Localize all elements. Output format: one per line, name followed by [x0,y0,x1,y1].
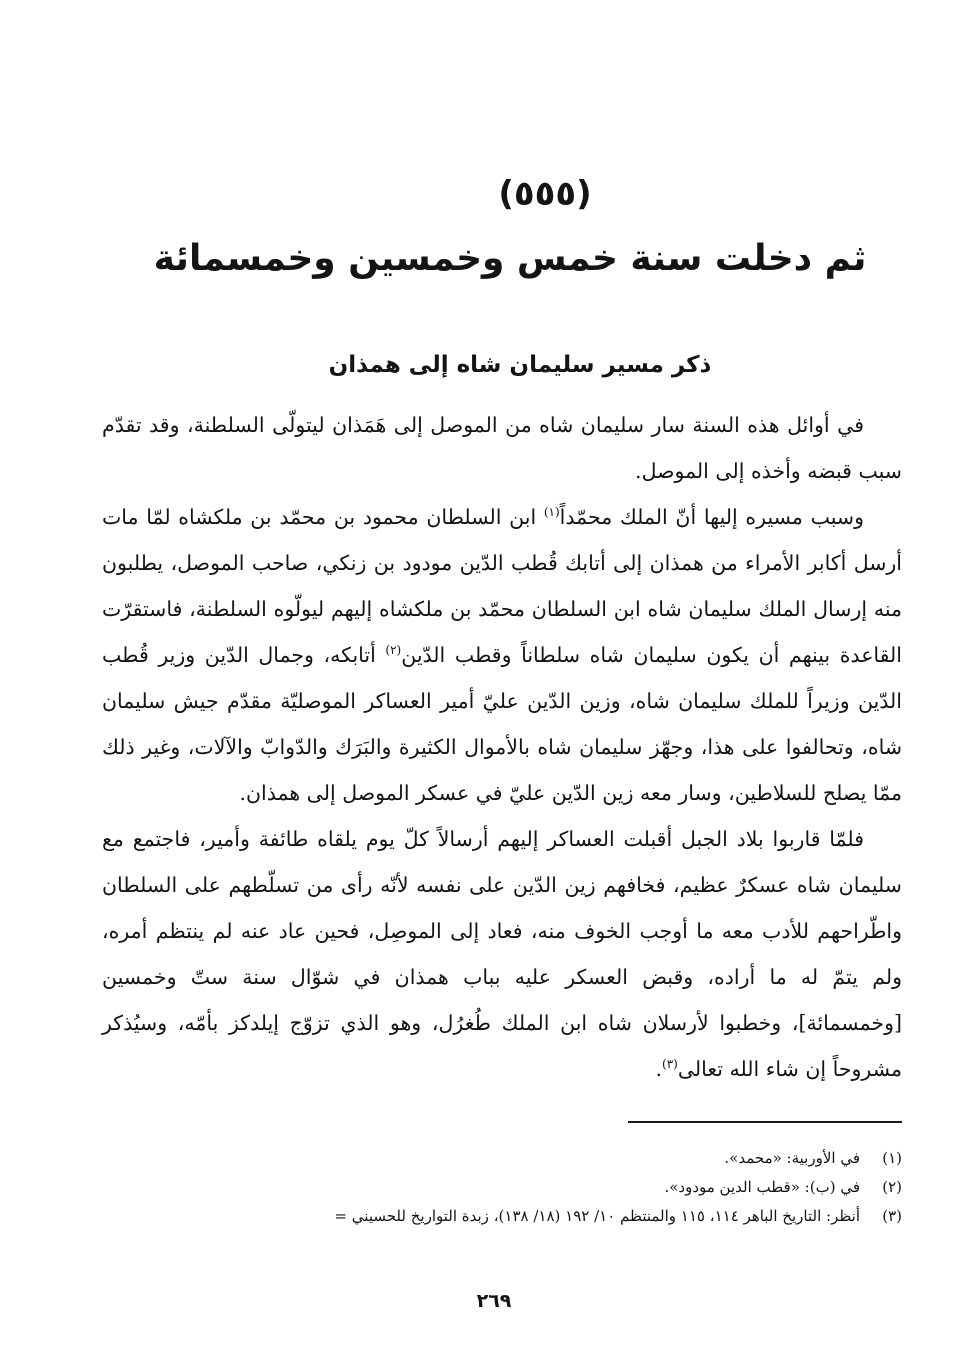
footnote-text: أنظر: التاريخ الباهر ١١٤، ١١٥ والمنتظم ١٠/ ١٩٢ (١٨/ ١٣٨)، زبدة التواريخ للحسيني = [334,1207,860,1225]
paragraph-3 [102,816,902,1092]
year-number: (٥٥٥) [498,174,592,214]
page-number: ٢٦٩ [476,1290,512,1312]
footnote-number: (٣) [882,1207,902,1225]
footnote-ref-2[interactable]: (٢) [385,643,402,658]
footnote-1 [102,1144,902,1173]
paragraph-2 [102,494,902,816]
footnote-divider [628,1121,902,1123]
paragraph-3-text-a: فلمّا قاربوا بلاد الجبل أقبلت العساكر إليهم أرسالاً كلّ يوم يلقاه طائفة وأمير، فاجتمع مع سليمان شاه عسكرٌ عظيم، فخافهم زين الدّين على نفسه لأنّه رأى من تسلّطهم على السلطان واطّراحهم للأدب معه ما أوجب الخوف منه، فعاد إلى الموصِل، فحين عاد عنه لم ينتظم أمره، ولم يتمّ له ما أراده، وقبض العسكر عليه بباب همذان في شوّال سنة ستّ وخمسين [وخمسمائة]، وخطبوا لأرسلان شاه ابن الملك طُغرُل، وهو الذي تزوّج إيلدكز بأمّه، وسيُذكر مشروحاً إن شاء الله تعالى [102,827,902,1081]
paragraph-3-text-b: . [655,1057,662,1081]
footnote-3 [102,1202,902,1231]
chapter-title: ثم دخلت سنة خمس وخمسين وخمسمائة [153,238,867,279]
paragraph-2-text-a: وسبب مسيره إليها أنّ الملك محمّداً [559,505,864,529]
paragraph-1 [102,402,902,494]
footnotes [102,1144,902,1231]
paragraph-2-text-b: ابن السلطان محمود بن محمّد بن ملكشاه لمّا مات أرسل أكابر الأمراء من همذان إلى أتابك قُطب الدّين مودود بن زنكي، صاحب الموصل، يطلبون منه إرسال الملك سليمان شاه ابن السلطان محمّد بن ملكشاه إليهم ليولّوه السلطنة، فاستقرّت القاعدة بينهم أن يكون سليمان شاه سلطاناً وقطب الدّين [102,505,902,667]
section-heading: ذكر مسير سليمان شاه إلى همذان [328,352,712,378]
footnote-ref-1[interactable]: (١) [543,505,560,520]
main-text [102,402,902,1092]
footnote-2 [102,1173,902,1202]
footnote-number: (١) [882,1149,902,1167]
footnote-text: في (ب): «قطب الدين مودود». [664,1178,860,1196]
paragraph-2-text-c: أتابكه، وجمال الدّين وزير قُطب الدّين وزيراً للملك سليمان شاه، وزين الدّين عليّ أمير العساكر الموصليّة مقدّم جيش سليمان شاه، وتحالفوا على هذا، وجهّز سليمان شاه بالأموال الكثيرة والبَرَك والدّوابّ والآلات، وغير ذلك ممّا يصلح للسلاطين، وسار معه زين الدّين عليّ في عسكر الموصل إلى همذان. [102,643,902,805]
paragraph-1-text: في أوائل هذه السنة سار سليمان شاه من الموصل إلى هَمَذان ليتولّى السلطنة، وقد تقدّم سبب قبضه وأخذه إلى الموصل. [102,413,902,483]
footnote-number: (٢) [882,1178,902,1196]
footnote-text: في الأوربية: «محمد». [724,1149,860,1167]
footnote-ref-3[interactable]: (٣) [662,1057,678,1072]
